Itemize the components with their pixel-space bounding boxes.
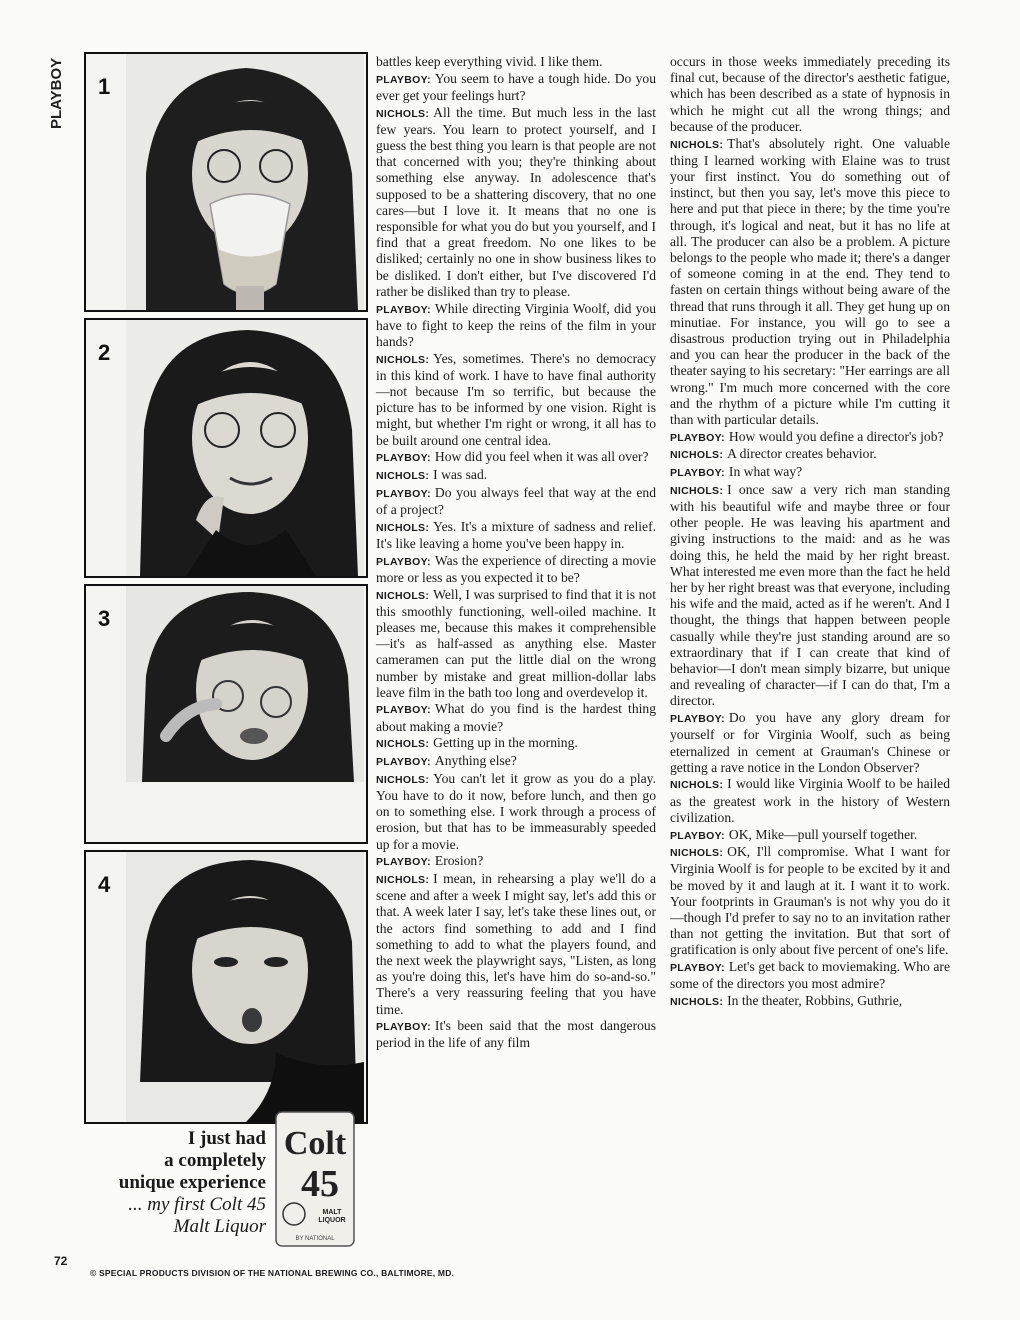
- interview-paragraph: [376, 735, 656, 752]
- interview-paragraph: [376, 1018, 656, 1051]
- paragraph-text: battles keep everything vivid. I like them.: [376, 54, 603, 69]
- paragraph-text: In what way?: [728, 464, 803, 480]
- speaker-label: NICHOLS:: [670, 847, 724, 860]
- paragraph-text: occurs in those weeks immediately preceding its final cut, because of the director's aesthetic fatigue, which has been described as a state of hypnosis in which he might cut all the wrong things; and because of the producer.: [670, 54, 950, 134]
- paragraph-text: All the time. But much less in the last few years. You learn to protect yourself, and I guess the best thing you learn is that people are not that concerned with you; they're thinking about something else anyway. In adolescence that's supposed to be a shattering discovery, that no one cares—but I love it. It means that no one is responsible for what you do but you yourself, and I find that a great freedom. No one likes to be disliked; certainly no one in show business likes to be disliked. I don't either, but I've discovered I'd rather be disliked than try to please.: [376, 104, 656, 299]
- interview-paragraph: [376, 553, 656, 586]
- speaker-label: NICHOLS:: [376, 521, 430, 534]
- paragraph-text: I mean, in rehearsing a play we'll do a scene and after a week I might say, let's add this or that. A week later I say, let's take these lines out, or the actors find something to add and I find something to add to what the players found, and the next week the playwright says, "Listen, as long as you're doing this, let's have him do so-and-so." There's a very reassuring feeling that you have time.: [376, 870, 656, 1017]
- interview-paragraph: [376, 351, 656, 449]
- speaker-label: PLAYBOY:: [376, 452, 431, 465]
- speaker-label: PLAYBOY:: [376, 704, 431, 717]
- speaker-label: PLAYBOY:: [670, 431, 725, 444]
- interview-paragraph: [376, 54, 656, 70]
- beer-can-image: [272, 1110, 358, 1248]
- interview-paragraph: [376, 467, 656, 484]
- woman-glasses-off-photo: [126, 586, 364, 782]
- colt45-advertisement: [84, 1108, 366, 1258]
- can-brand-number: 45: [301, 1163, 339, 1205]
- ad-line: I just had: [187, 1128, 266, 1149]
- speaker-label: NICHOLS:: [376, 470, 430, 483]
- paragraph-text: Getting up in the morning.: [433, 735, 578, 751]
- paragraph-text: It's been said that the most dangerous period in the life of any film: [376, 1018, 656, 1051]
- paragraph-text: Let's get back to moviemaking. Who are some of the directors you most admire?: [670, 959, 950, 992]
- photo-panel-1: [84, 52, 368, 312]
- interview-paragraph: [376, 449, 656, 466]
- paragraph-text: In the theater, Robbins, Guthrie,: [727, 993, 903, 1009]
- speaker-label: PLAYBOY:: [670, 713, 725, 726]
- ad-copy: [119, 1128, 266, 1238]
- interview-paragraph: [670, 54, 950, 135]
- speaker-label: PLAYBOY:: [376, 303, 431, 316]
- interview-paragraph: [670, 446, 950, 463]
- interview-paragraph: [376, 771, 656, 853]
- speaker-label: PLAYBOY:: [376, 73, 431, 86]
- paragraph-text: I was sad.: [433, 467, 488, 483]
- footer-credit: © SPECIAL PRODUCTS DIVISION OF THE NATIONAL BREWING CO., BALTIMORE, MD.: [90, 1268, 455, 1278]
- can-brand-top: Colt: [283, 1125, 347, 1162]
- interview-paragraph: [376, 753, 656, 770]
- speaker-label: NICHOLS:: [376, 738, 430, 751]
- woman-tasting-photo: [126, 320, 364, 576]
- article-column-1: [376, 54, 656, 1052]
- interview-paragraph: [670, 429, 950, 446]
- speaker-label: NICHOLS:: [376, 773, 430, 786]
- photo-number: 3: [98, 606, 111, 631]
- photo-panel-2: [84, 318, 368, 578]
- can-malt: MALT: [322, 1209, 342, 1216]
- interview-paragraph: [376, 701, 656, 734]
- paragraph-text: Well, I was surprised to find that it is not this smoothly functioning, well-oiled machine. It pleases me, because this makes it comprehensible—it's as half-assed as anything else. Master cameramen can put the little dial on the wrong number by mistake and great million-dollar labs leave film in the bath too long and overdevelop it.: [376, 586, 656, 700]
- paragraph-text: How did you feel when it was all over?: [434, 449, 649, 465]
- paragraph-text: You seem to have a tough hide. Do you ever get your feelings hurt?: [376, 70, 656, 103]
- woman-drinking-photo: [126, 54, 364, 310]
- speaker-label: PLAYBOY:: [376, 1021, 431, 1034]
- photo-panel-4: [84, 850, 368, 1124]
- paragraph-text: OK, I'll compromise. What I want for Virginia Woolf is for people to be excited by it and be moved by it and laugh at it. I want it to work. Your footprints in Grauman's is not why you do it—though I'd prefer to say no to an invitation rather than not getting the invitation. But that sort of gratification is only about five percent of one's life.: [670, 844, 950, 958]
- photo-number: 2: [98, 340, 111, 365]
- interview-paragraph: [376, 853, 656, 870]
- paragraph-text: Yes, sometimes. There's no democracy in this kind of work. I have to have final authority—not because I'm so terrific, but because the picture has to be informed by one vision. Right is might, but whether I'm right or wrong, it all has to be built around one central idea.: [376, 350, 656, 448]
- paragraph-text: I once saw a very rich man standing with his beautiful wife and maybe three or four other people. He was leaving his apartment and giving instructions to the maid: and as he was doing this, he held the maid by her right breast. What interested me even more than the fact he held her by her right breast was that everyone, including his wife and the maid, acted as if he weren't. And I thought, the things that happen between people casually while they're just standing around are so extraordinary that if I can create that kind of behavior—I don't mean simply bizarre, but unique and revealing of character—if I can do that, I'm a director.: [670, 481, 950, 709]
- ad-line: unique experience: [118, 1172, 266, 1193]
- speaker-label: NICHOLS:: [670, 779, 724, 792]
- speaker-label: PLAYBOY:: [376, 555, 431, 568]
- interview-paragraph: [670, 844, 950, 958]
- article-column-2: [670, 54, 950, 1011]
- photo-number: 1: [98, 74, 111, 99]
- interview-paragraph: [670, 482, 950, 710]
- woman-surprised-photo: [126, 852, 364, 1122]
- paragraph-text: Was the experience of directing a movie more or less as you expected it to be?: [376, 552, 656, 585]
- speaker-label: NICHOLS:: [670, 484, 724, 497]
- photo-sequence: [84, 52, 366, 1130]
- photo-number: 4: [98, 872, 111, 897]
- page-number: 72: [54, 1254, 68, 1268]
- paragraph-text: What do you find is the hardest thing about making a movie?: [376, 701, 656, 734]
- interview-paragraph: [376, 485, 656, 518]
- speaker-label: NICHOLS:: [376, 107, 430, 120]
- speaker-label: PLAYBOY:: [670, 962, 725, 975]
- interview-paragraph: [376, 871, 656, 1018]
- paragraph-text: Anything else?: [434, 753, 517, 769]
- photo-panel-3: [84, 584, 368, 844]
- ad-line: Malt Liquor: [173, 1216, 266, 1237]
- paragraph-text: A director creates behavior.: [727, 446, 877, 462]
- speaker-label: NICHOLS:: [670, 138, 724, 151]
- speaker-label: PLAYBOY:: [670, 829, 725, 842]
- paragraph-text: I would like Virginia Woolf to be hailed as the greatest work in the history of Western civilization.: [670, 776, 950, 825]
- speaker-label: NICHOLS:: [376, 589, 430, 602]
- paragraph-text: How would you define a director's job?: [728, 428, 944, 444]
- paragraph-text: While directing Virginia Woolf, did you have to fight to keep the reins of the film in your hands?: [376, 300, 656, 349]
- interview-paragraph: [670, 776, 950, 826]
- paragraph-text: Erosion?: [434, 853, 484, 869]
- interview-paragraph: [670, 136, 950, 429]
- can-maker: BY NATIONAL: [295, 1236, 335, 1242]
- paragraph-text: Do you have any glory dream for yourself or for Virginia Woolf, such as being eternalized in cement at Grauman's Chinese or getting a rave notice in the London Observer?: [670, 710, 950, 775]
- paragraph-text: You can't let it grow as you do a play. You have to do it now, before lunch, and then go on to something else. I work through a process of erosion, but that has to be immeasurably speeded up for a movie.: [376, 770, 656, 852]
- paragraph-text: That's absolutely right. One valuable thing I learned working with Elaine was to trust your first instinct. You do something out of instinct, but then you say, let's move this piece to here and put that piece in there; by the time you're through, it's logical and neat, but it has no life at all. The producer can also be a problem. A picture belongs to the people who made it; there's a danger of someone coming in at the end. They tend to fasten on certain things without being aware of the thread that runs through it all. They get hung up on minutiae. For instance, you will go to see a disastrous production trying out in Philadelphia and you can hear the producer in the back of the theater saying to his secretary: "Her earrings are all wrong." I'm much more concerned with the core and the rhythm of a picture while I'm cutting it than with particular details.: [670, 135, 950, 427]
- paragraph-text: Yes. It's a mixture of sadness and relief. It's like leaving a home you've been happy in.: [376, 518, 656, 551]
- ad-line: ... my first Colt 45: [128, 1194, 266, 1215]
- interview-paragraph: [670, 959, 950, 992]
- masthead: PLAYBOY: [48, 58, 65, 130]
- interview-paragraph: [376, 71, 656, 104]
- paragraph-text: OK, Mike—pull yourself together.: [728, 826, 918, 842]
- speaker-label: NICHOLS:: [376, 353, 430, 366]
- speaker-label: NICHOLS:: [670, 449, 724, 462]
- speaker-label: PLAYBOY:: [376, 756, 431, 769]
- speaker-label: NICHOLS:: [376, 873, 430, 886]
- speaker-label: NICHOLS:: [670, 996, 724, 1009]
- interview-paragraph: [376, 301, 656, 351]
- speaker-label: PLAYBOY:: [670, 467, 725, 480]
- can-liquor: LIQUOR: [318, 1217, 346, 1224]
- interview-paragraph: [376, 105, 656, 300]
- speaker-label: PLAYBOY:: [376, 487, 431, 500]
- interview-paragraph: [376, 519, 656, 552]
- interview-paragraph: [376, 587, 656, 701]
- interview-paragraph: [670, 710, 950, 776]
- interview-paragraph: [670, 464, 950, 481]
- interview-paragraph: [670, 827, 950, 844]
- ad-line: a completely: [164, 1150, 266, 1171]
- paragraph-text: Do you always feel that way at the end of a project?: [376, 484, 656, 517]
- speaker-label: PLAYBOY:: [376, 856, 431, 869]
- interview-paragraph: [670, 993, 950, 1010]
